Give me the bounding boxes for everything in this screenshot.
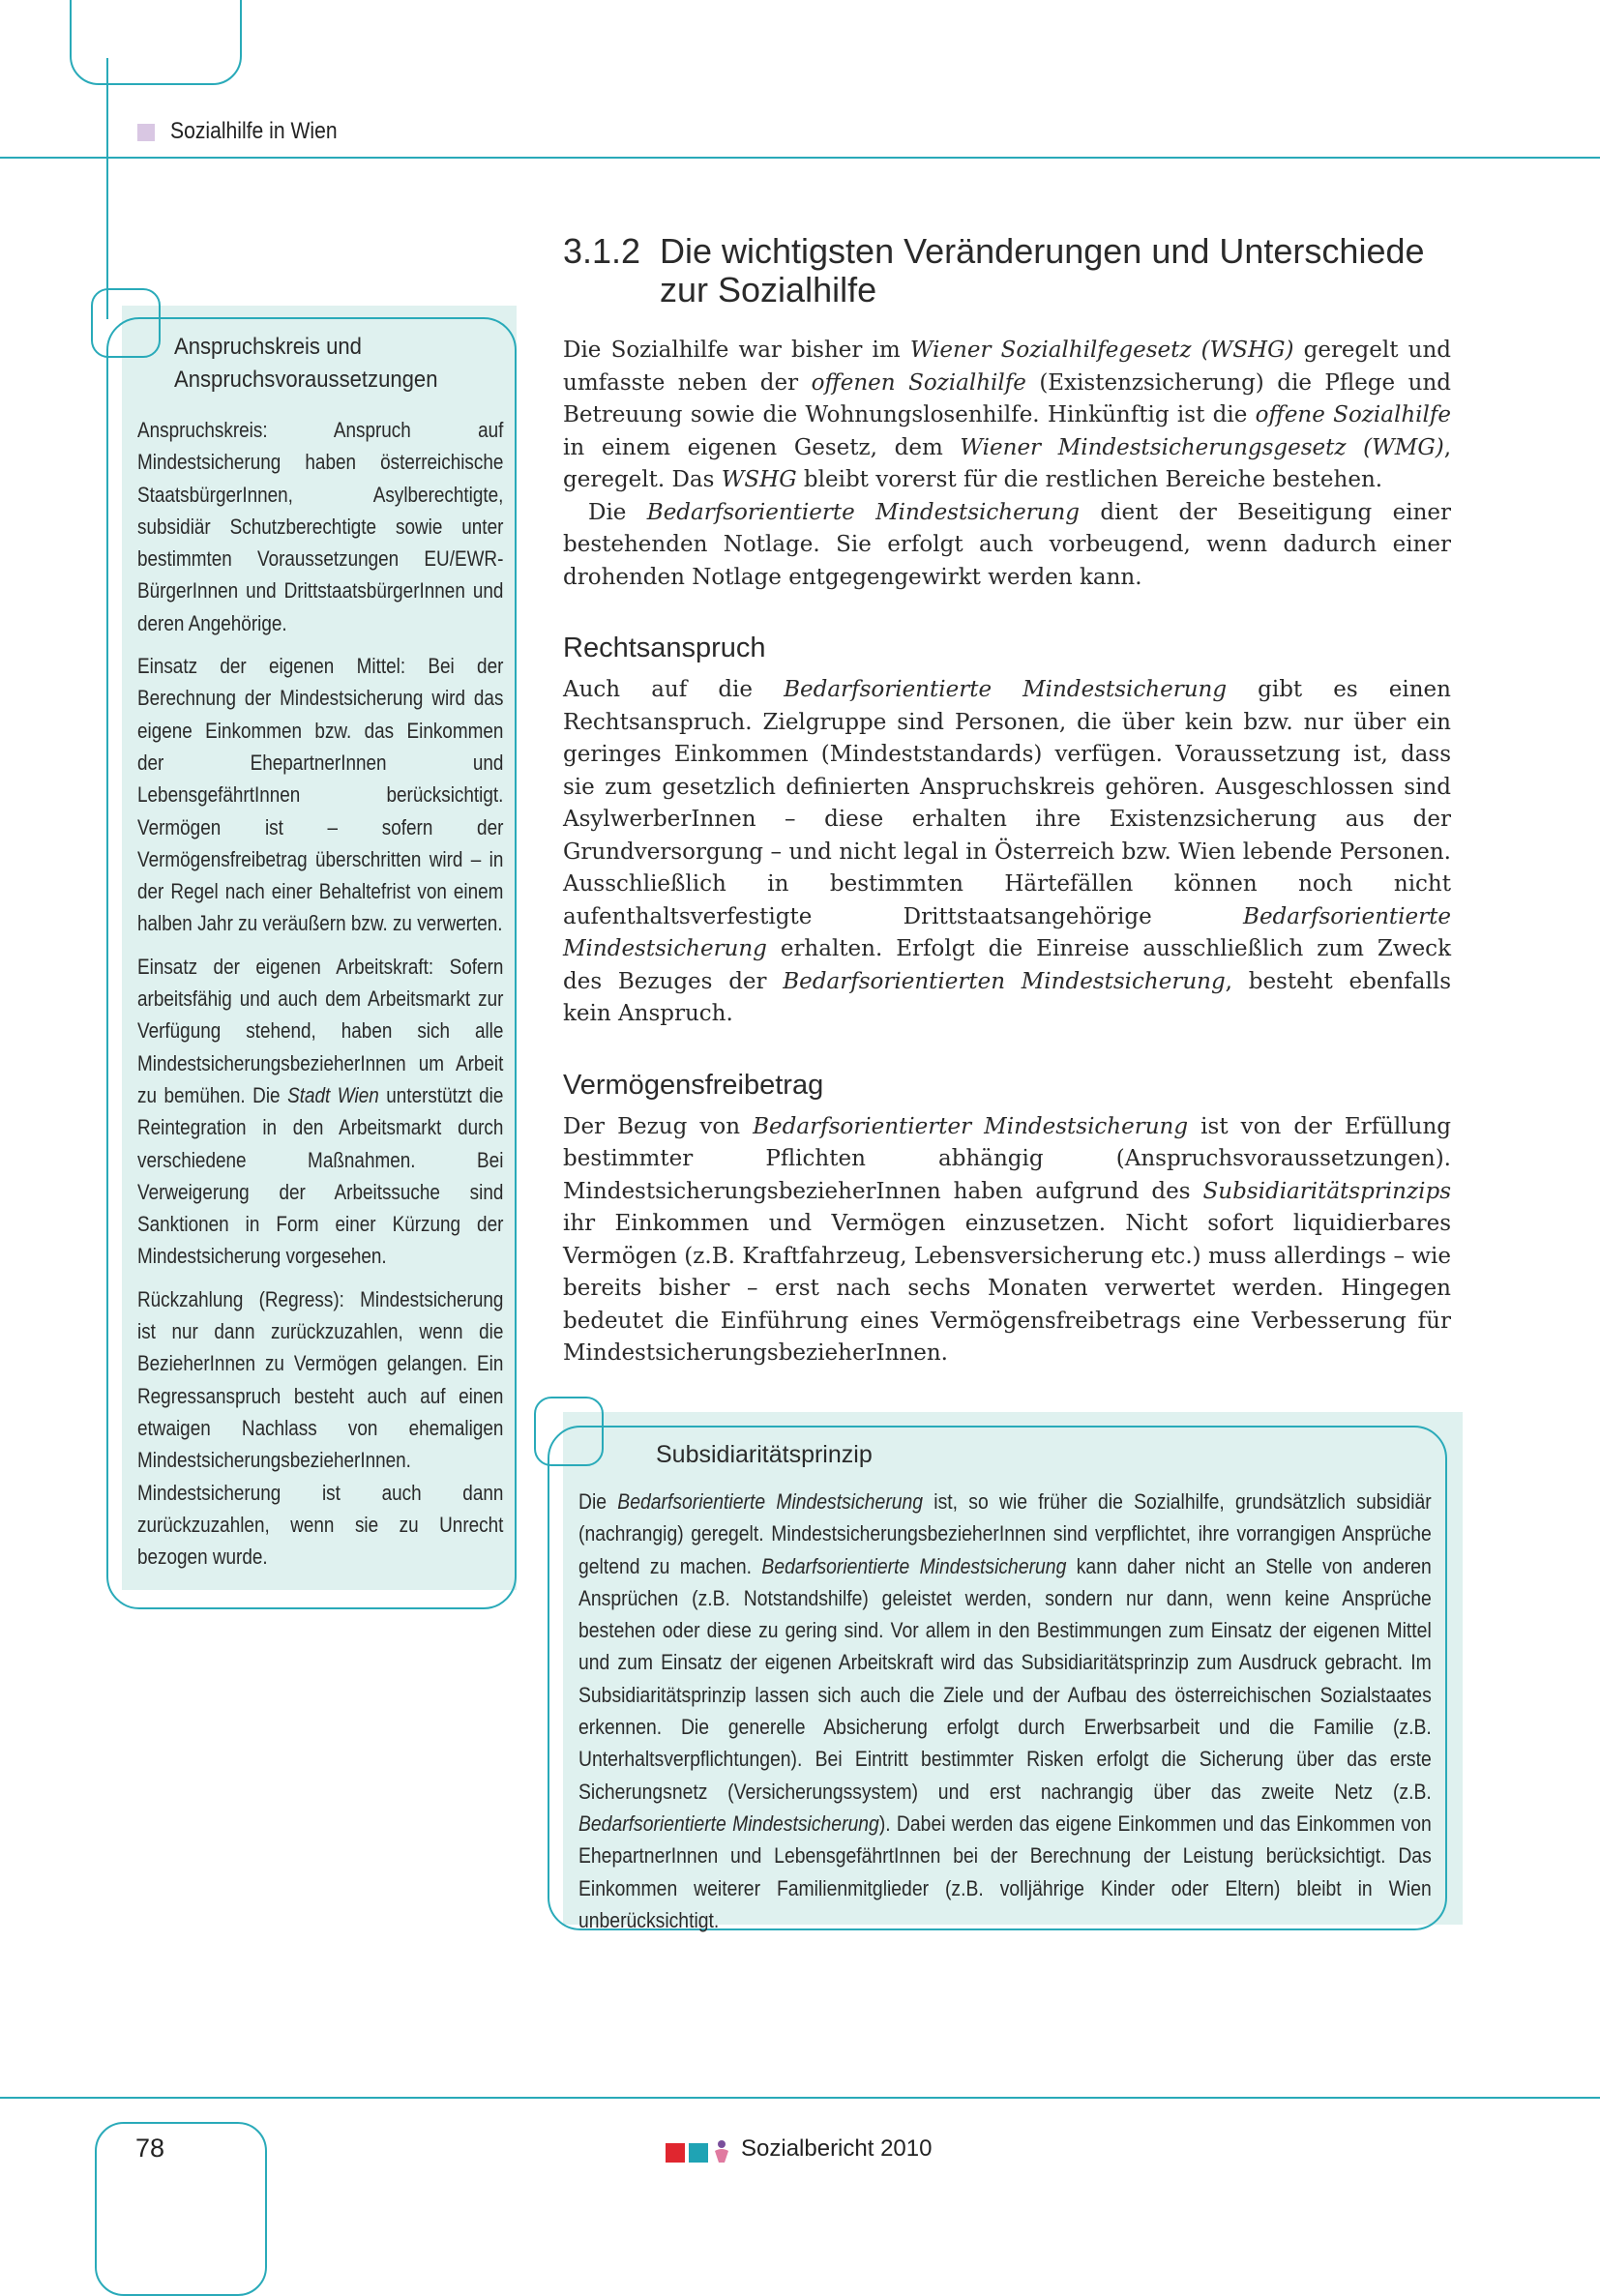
header-square-icon (137, 124, 155, 141)
intro-paragraph-1: Die Sozialhilfe war bisher im Wiener Sozialhilfegesetz (WSHG) geregelt und umfasste neben der offenen Sozialhilfe (Existenzsicherung) die Pflege und Betreuung sowie die Wohnungslosenhilfe. Hinkünftig ist die offene Sozialhilfe in einem eigenen Gesetz, dem Wiener Mindestsicherungsgesetz (WMG), geregelt. Das WSHG bleibt vorerst für die restlichen Bereiche bestehen. (563, 338, 1452, 492)
sidebar-corner-square (91, 288, 161, 358)
infobox-title: Subsidiaritätsprinzip (656, 1441, 873, 1468)
logo-figure-icon (712, 2139, 731, 2164)
rechtsanspruch-heading: Rechtsanspruch (563, 633, 766, 663)
left-vertical-rule (106, 58, 108, 319)
sidebar-paragraph-mittel: Einsatz der eigenen Mittel: Bei der Berechnung der Mindestsicherung wird das eigene Einkommen bzw. das Einkommen der EhepartnerInnen und LebensgefährtInnen berücksichtigt. Vermögen ist – sofern der Vermögensfreibetrag überschritten wird – in der Regel nach einer Behaltefrist von einem halben Jahr zu veräußern bzw. zu verwerten. (137, 654, 504, 936)
page-number: 78 (135, 2134, 165, 2163)
logo-teal-square-icon (689, 2143, 708, 2163)
running-header: Sozialhilfe in Wien (170, 118, 338, 144)
bottom-rule (0, 2097, 1600, 2099)
sidebar-paragraph-unrecht: Mindestsicherung ist auch dann zurückzuzahlen, wenn sie zu Unrecht bezogen wurde. (137, 1480, 504, 1570)
sidebar-title: Anspruchskreis und Anspruchsvoraussetzungen (174, 334, 438, 393)
vermoegensfreibetrag-paragraph: Der Bezug von Bedarfsorientierter Mindestsicherung ist von der Erfüllung bestimmter Pflichten abhängig (Anspruchsvoraussetzungen). MindestsicherungsbezieherInnen haben aufgrund des Subsidiaritätsprinzips ihr Einkommen und Vermögen einzusetzen. Nicht sofort liquidierbares Vermögen (z.B. Kraftfahrzeug, Lebensversicherung etc.) muss allerdings – wie bereits bisher – erst nach sechs Monaten verwertet werden. Hingegen bedeutet die Einführung eines Vermögensfreibetrags eine Verbesserung für MindestsicherungsbezieherInnen. (563, 1113, 1451, 1366)
intro-paragraph-2: Die Bedarfsorientierte Mindestsicherung dient der Beseitigung einer bestehenden Notlage. Sie erfolgt auch vorbeugend, wenn dadurch einer drohenden Notlage entgegengewirkt werden kann. (563, 499, 1451, 590)
sidebar-paragraph-regress: Rückzahlung (Regress): Mindestsicherung ist nur dann zurückzuzahlen, wenn die BezieherInnen zu Vermögen gelangen. Ein Regressanspruch besteht auch auf einen etwaigen Nachlass von ehemaligen MindestsicherungsbezieherInnen. (137, 1286, 504, 1473)
publication-title: Sozialbericht 2010 (741, 2135, 933, 2162)
sidebar-paragraph-anspruchskreis: Anspruchskreis: Anspruch auf Mindestsicherung haben österreichische StaatsbürgerInnen, Asylberechtigte, subsidiär Schutzberechtigte sowie unter bestimmten Voraussetzungen EU/EWR-BürgerInnen und DrittstaatsbürgerInnen und deren Angehörige. (137, 418, 504, 635)
rechtsanspruch-paragraph: Auch auf die Bedarfsorientierte Mindestsicherung gibt es einen Rechtsanspruch. Zielgruppe sind Personen, die über kein bzw. nur über ein geringes Einkommen (Mindeststandards) verfügen. Voraussetzung ist, dass sie zum gesetzlich definierten Anspruchskreis gehören. Ausgeschlossen sind AsylwerberInnen – diese erhalten ihre Existenzsicherung aus der Grundversorgung – und nicht legal in Österreich bzw. Wien lebende Personen. Ausschließlich in bestimmten Härtefällen können noch nicht aufenthaltsverfestigte Drittstaatsangehörige Bedarfsorientierte Mindestsicherung erhalten. Erfolgt die Einreise ausschließlich zum Zweck des Bezuges der Bedarfsorientierten Mindestsicherung, besteht ebenfalls kein Anspruch. (563, 677, 1452, 1026)
section-title: Die wichtigsten Veränderungen und Unterschiede zur Sozialhilfe (660, 231, 1425, 309)
infobox-body: Die Bedarfsorientierte Mindestsicherung ist, so wie früher die Sozialhilfe, grundsätzlich subsidiär (nachrangig) geregelt. MindestsicherungsbezieherInnen sind verpflichtet, ihre vorrangigen Ansprüche geltend zu machen. Bedarfsorientierte Mindestsicherung kann daher nicht an Stelle von anderen Ansprüchen (z.B. Notstandshilfe) geleistet werden, sondern nur dann, wenn keine Ansprüche bestehen oder diese zu gering sind. Vor allem in den Bestimmungen zum Einsatz der eigenen Mittel und zum Einsatz der eigenen Arbeitskraft wird das Subsidiaritätsprinzip zum Ausdruck gebracht. Im Subsidiaritätsprinzip lassen sich auch die Ziele und der Aufbau des österreichischen Sozialstaates erkennen. Die generelle Absicherung erfolgt durch Erwerbsarbeit und die Familie (z.B. Unterhaltsverpflichtungen). Bei Eintritt bestimmter Risken erfolgt die Sicherung über das erste Sicherungsnetz (Versicherungssystem) und erst nachrangig über das zweite Netz (z.B. Bedarfsorientierte Mindestsicherung). Dabei werden das eigene Einkommen und das Einkommen von EhepartnerInnen und LebensgefährtInnen bei der Berechnung der Leistung berücksichtigt. Das Einkommen weiterer Familienmitglieder (z.B. volljährige Kinder oder Eltern) bleibt in Wien unberücksichtigt. (578, 1489, 1432, 1932)
sidebar-paragraph-arbeitskraft: Einsatz der eigenen Arbeitskraft: Sofern arbeitsfähig und auch dem Arbeitsmarkt zur Verfügung stehend, haben sich alle MindestsicherungsbezieherInnen um Arbeit zu bemühen. Die Stadt Wien unterstützt die Reintegration in den Arbeitsmarkt durch verschiedene Maßnahmen. Bei Verweigerung der Arbeitssuche sind Sanktionen in Form einer Kürzung der Mindestsicherung vorgesehen. (137, 954, 504, 1269)
top-corner-frame (70, 0, 242, 85)
section-number: 3.1.2 (563, 231, 641, 271)
infobox-corner-square (534, 1397, 604, 1466)
section-heading (563, 232, 1451, 309)
header-rule (0, 157, 1600, 159)
vermoegensfreibetrag-heading: Vermögensfreibetrag (563, 1069, 824, 1101)
main-column (563, 232, 1451, 1370)
bottom-corner-frame (95, 2122, 267, 2296)
sidebar-body (137, 414, 503, 1583)
logo-red-square-icon (666, 2143, 685, 2163)
